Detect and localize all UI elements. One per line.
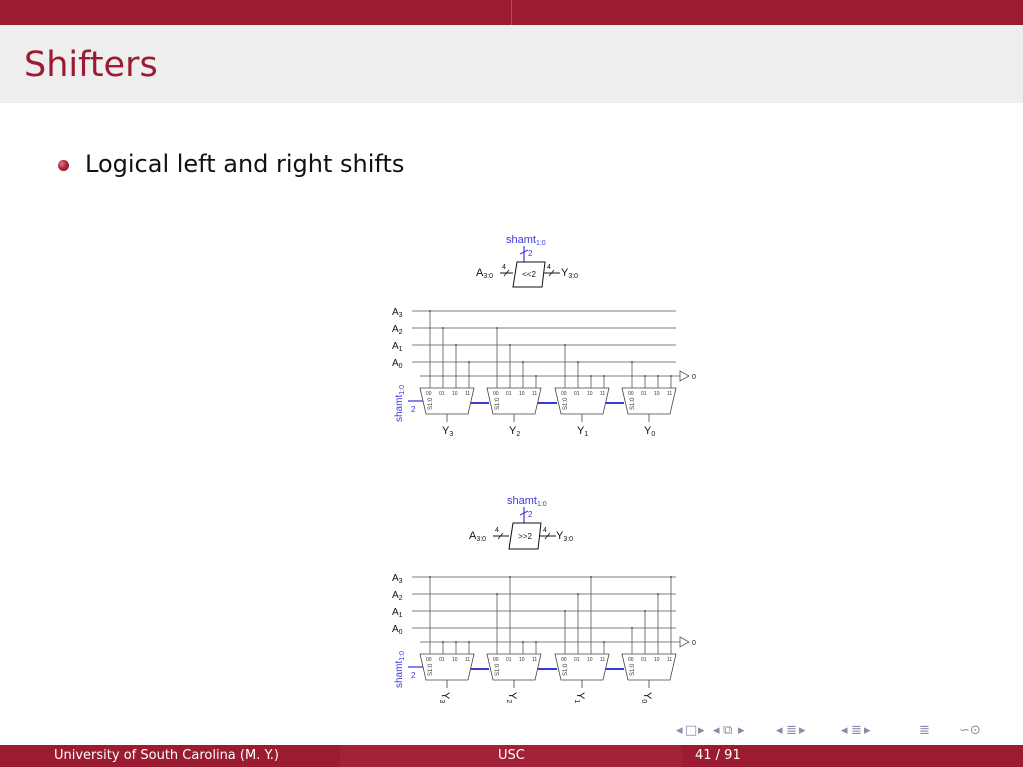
bullet-text: Logical left and right shifts: [85, 150, 405, 178]
output-y0: Y0: [644, 425, 656, 438]
shifter-figure: [380, 225, 710, 715]
side-width-label: 2: [411, 405, 416, 414]
junction-dot: [455, 344, 457, 346]
output-y0: Y0: [640, 692, 653, 704]
output-y3: Y3: [438, 692, 451, 704]
mux-input-label: 10: [452, 657, 458, 663]
output-y1: Y1: [573, 692, 586, 704]
mux-input-label: 11: [532, 657, 538, 663]
footer-institution: University of South Carolina (M. Y.): [54, 748, 279, 763]
bus-width-label: 2: [528, 510, 533, 519]
input-width: 4: [502, 264, 506, 271]
footer-center: [340, 745, 682, 767]
junction-dot: [535, 641, 537, 643]
output-y2: Y2: [509, 425, 521, 438]
mux-select-label: S1:0: [630, 397, 636, 410]
row-label-a1: $A_1$: [392, 341, 403, 353]
nav-next-section-icon[interactable]: ▸: [799, 723, 806, 738]
junction-dot: [644, 610, 646, 612]
top-bar-divider: [511, 0, 512, 25]
junction-dot: [564, 610, 566, 612]
row-label-a0: $A_0$: [392, 358, 403, 370]
mux-input-label: 11: [465, 391, 471, 397]
mux-select-label: S1:0: [563, 397, 569, 410]
junction-dot: [631, 361, 633, 363]
shift-op: >>2: [518, 532, 532, 541]
side-shamt-label: shamt$_{1:0}$: [394, 651, 406, 688]
mux-select-label: S1:0: [630, 663, 636, 676]
junction-dot: [496, 593, 498, 595]
nav-next-subsection-icon[interactable]: ▸: [864, 723, 871, 738]
junction-dot: [670, 375, 672, 377]
junction-dot: [577, 593, 579, 595]
mux-select-label: S1:0: [495, 663, 501, 676]
mux-input-label: 10: [452, 391, 458, 397]
shamt-label: shamt1:0: [507, 495, 547, 508]
mux-input-label: 10: [587, 391, 593, 397]
mux-input-label: 11: [600, 657, 606, 663]
footer-short-title: USC: [498, 748, 525, 763]
side-width-label: 2: [411, 671, 416, 680]
junction-dot: [522, 641, 524, 643]
junction-dot: [429, 576, 431, 578]
output-y3: Y3: [442, 425, 454, 438]
mux-input-label: 10: [519, 391, 525, 397]
mux-input-label: 01: [439, 391, 445, 397]
row-label-a1: $A_1$: [392, 607, 403, 619]
footer-right: [682, 745, 1023, 767]
junction-dot: [535, 375, 537, 377]
bullet-icon: [58, 160, 69, 171]
junction-dot: [670, 576, 672, 578]
row-label-a3: $A_3$: [392, 307, 403, 319]
mux-input-label: 00: [561, 391, 567, 397]
nav-next-slide-icon[interactable]: ▸: [698, 723, 705, 738]
mux-input-label: 11: [532, 391, 538, 397]
junction-dot: [657, 375, 659, 377]
mux-input-label: 10: [519, 657, 525, 663]
zero-driver-icon: [680, 371, 689, 381]
output-y1: Y1: [577, 425, 589, 438]
mux-input-label: 00: [426, 391, 432, 397]
junction-dot: [468, 641, 470, 643]
nav-prev-slide-icon[interactable]: ◂: [676, 723, 683, 738]
side-shamt-label: shamt$_{1:0}$: [394, 385, 406, 422]
input-width: 4: [495, 527, 499, 534]
nav-toc-icon[interactable]: ≣: [919, 723, 930, 738]
mux-input-label: 00: [493, 391, 499, 397]
mux-input-label: 00: [561, 657, 567, 663]
nav-section-icon[interactable]: ≣: [786, 723, 797, 738]
page-number[interactable]: 41 / 91: [695, 748, 741, 763]
mux-select-label: S1:0: [428, 397, 434, 410]
output-y2: Y2: [505, 692, 518, 704]
mux-input-label: 10: [587, 657, 593, 663]
mux-input-label: 01: [439, 657, 445, 663]
junction-dot: [522, 361, 524, 363]
output-label: Y3:0: [556, 530, 574, 543]
nav-prev-subsection-icon[interactable]: ◂: [841, 723, 848, 738]
mux-input-label: 01: [506, 657, 512, 663]
mux-input-label: 00: [493, 657, 499, 663]
junction-dot: [644, 375, 646, 377]
input-label: A3:0: [476, 267, 494, 280]
junction-dot: [429, 310, 431, 312]
junction-dot: [657, 593, 659, 595]
junction-dot: [455, 641, 457, 643]
nav-subsection-icon[interactable]: ≣: [851, 723, 862, 738]
mux-select-label: S1:0: [495, 397, 501, 410]
shamt-label: shamt1:0: [506, 234, 546, 247]
nav-frame-icon[interactable]: ⧉: [723, 723, 733, 738]
row-label-a2: $A_2$: [392, 324, 403, 336]
mux-input-label: 01: [641, 391, 647, 397]
mux-input-label: 11: [600, 391, 606, 397]
row-label-a0: $A_0$: [392, 624, 403, 636]
bus-width-label: 2: [528, 249, 533, 258]
footer-bar: [0, 745, 1023, 767]
junction-dot: [468, 361, 470, 363]
right-shift-symbol: [469, 495, 573, 549]
zero-label: 0: [692, 374, 696, 381]
output-width: 4: [547, 264, 551, 271]
right-shift-network: [392, 573, 696, 703]
row-label-a2: $A_2$: [392, 590, 403, 602]
mux-input-label: 11: [465, 657, 471, 663]
junction-dot: [564, 344, 566, 346]
mux-input-label: 01: [641, 657, 647, 663]
junction-dot: [603, 375, 605, 377]
nav-prev-section-icon[interactable]: ◂: [776, 723, 783, 738]
junction-dot: [509, 576, 511, 578]
input-label: A3:0: [469, 530, 487, 543]
slide-title: Shifters: [24, 45, 158, 85]
output-width: 4: [543, 527, 547, 534]
mux-input-label: 01: [574, 657, 580, 663]
beamer-navigation: [676, 724, 1016, 738]
nav-slide-icon[interactable]: □: [685, 723, 698, 738]
nav-prev-frame-icon[interactable]: ◂: [713, 723, 720, 738]
mux-input-label: 00: [628, 391, 634, 397]
left-shift-symbol: [476, 234, 578, 287]
junction-dot: [442, 641, 444, 643]
footer-left: [0, 745, 340, 767]
mux-select-label: S1:0: [428, 663, 434, 676]
mux-input-label: 01: [574, 391, 580, 397]
junction-dot: [603, 641, 605, 643]
mux-input-label: 11: [667, 391, 673, 397]
row-label-a3: $A_3$: [392, 573, 403, 585]
top-bar: [0, 0, 1023, 25]
mux-input-label: 00: [426, 657, 432, 663]
junction-dot: [577, 361, 579, 363]
zero-label: 0: [692, 640, 696, 647]
junction-dot: [631, 627, 633, 629]
left-shift-network: [392, 307, 696, 438]
nav-next-frame-icon[interactable]: ▸: [738, 723, 745, 738]
zero-driver-icon: [680, 637, 689, 647]
junction-dot: [442, 327, 444, 329]
shift-op: <<2: [522, 270, 536, 279]
junction-dot: [590, 576, 592, 578]
junction-dot: [509, 344, 511, 346]
junction-dot: [496, 327, 498, 329]
mux-input-label: 11: [667, 657, 673, 663]
mux-input-label: 01: [506, 391, 512, 397]
mux-input-label: 10: [654, 657, 660, 663]
nav-search-icon[interactable]: ∽⊙: [959, 723, 981, 738]
mux-input-label: 00: [628, 657, 634, 663]
mux-select-label: S1:0: [563, 663, 569, 676]
mux-input-label: 10: [654, 391, 660, 397]
junction-dot: [590, 375, 592, 377]
output-label: Y3:0: [561, 267, 579, 280]
